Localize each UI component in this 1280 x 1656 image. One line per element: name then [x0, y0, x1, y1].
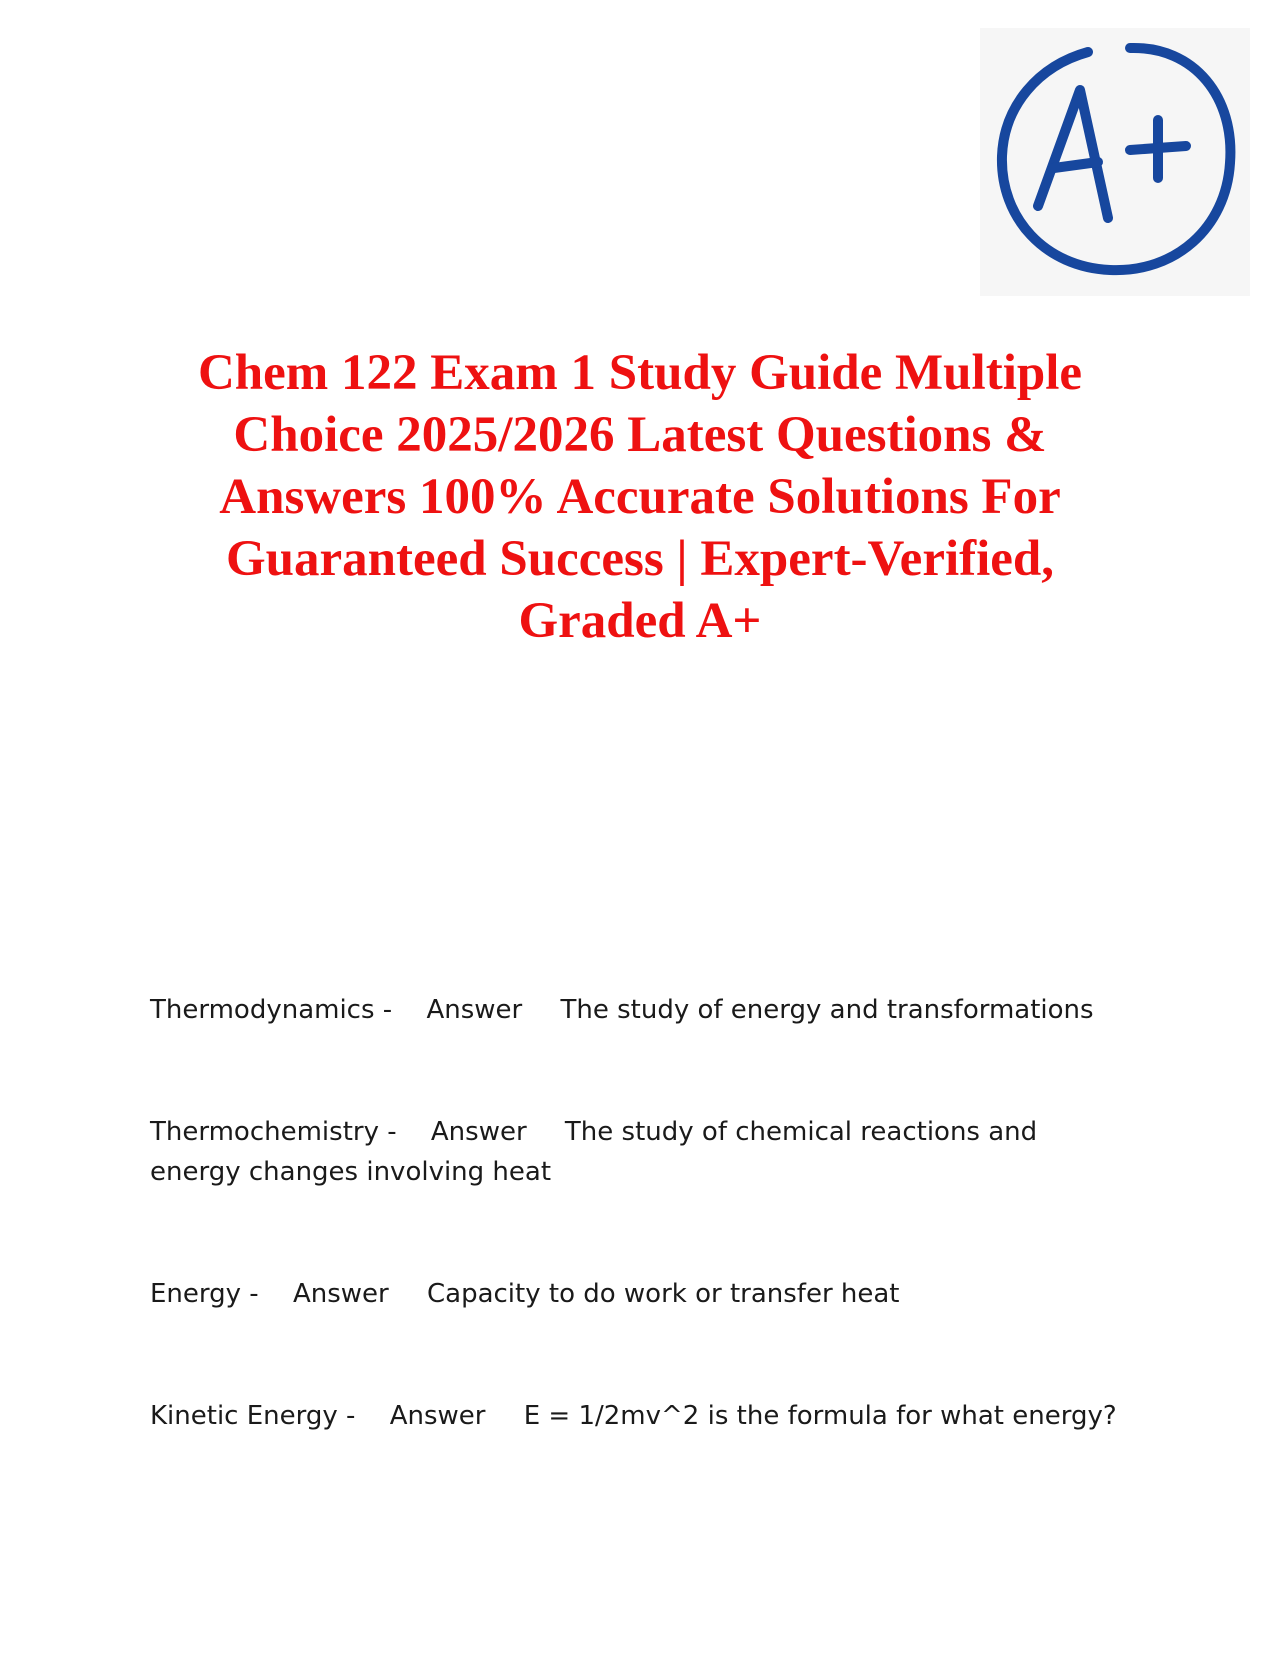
qa-term: Energy — [150, 1279, 242, 1309]
a-plus-grade-icon — [980, 28, 1250, 296]
qa-answer-label: Answer — [292, 1279, 389, 1309]
qa-definition: The study of energy and transformations — [560, 995, 1094, 1025]
qa-separator: - — [346, 1401, 356, 1431]
qa-definition: The study of chemical reactions and energy changes involving heat — [150, 1117, 1038, 1187]
qa-separator: - — [249, 1279, 259, 1309]
document-title: Chem 122 Exam 1 Study Guide Multiple Choice 2025/2026 Latest Questions & Answers 100% Accurate Solutions For Guaranteed Success | Expert-Verified, Graded A+ — [197, 345, 1083, 649]
qa-item — [150, 1112, 1120, 1192]
qa-term: Thermodynamics — [150, 995, 375, 1025]
qa-definition: Capacity to do work or transfer heat — [426, 1279, 900, 1309]
qa-answer-label: Answer — [430, 1117, 527, 1147]
qa-answer-label: Answer — [389, 1401, 486, 1431]
qa-answer-label: Answer — [426, 995, 523, 1025]
qa-separator: - — [382, 995, 393, 1025]
qa-definition: E = 1/2mv^2 is the formula for what energy? — [523, 1401, 1117, 1431]
qa-term: Kinetic Energy — [150, 1401, 338, 1431]
qa-item — [150, 1274, 1120, 1314]
qa-item — [150, 990, 1120, 1030]
qa-term: Thermochemistry — [150, 1117, 379, 1147]
qa-item — [150, 1396, 1120, 1436]
qa-separator: - — [387, 1117, 397, 1147]
